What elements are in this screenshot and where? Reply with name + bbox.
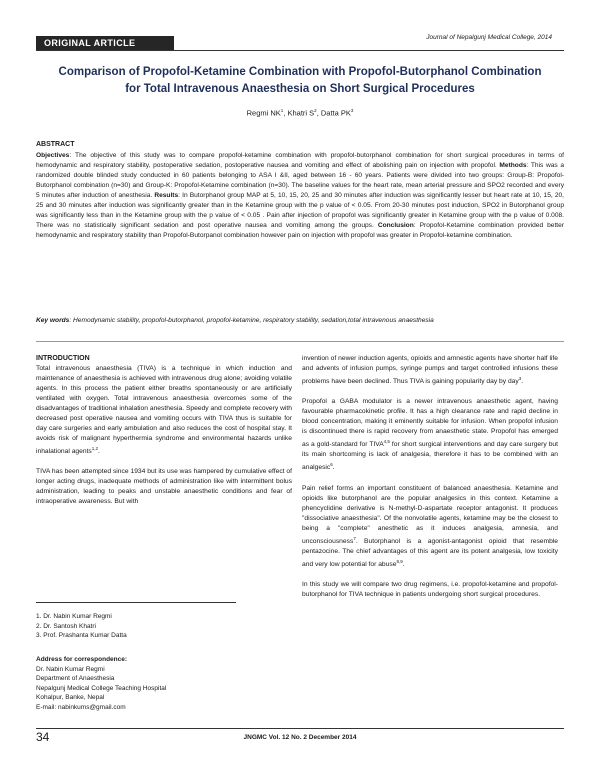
paragraph: In this study we will compare two drug regimens, i.e. propofol-ketamine and propofol-butorphanol for TIVA technique in patients undergoing short surgical procedures.: [302, 581, 558, 599]
address-line: Kohalpur, Banke, Nepal: [36, 694, 105, 701]
article-title: [40, 64, 560, 98]
footer-text: JNGMC Vol. 12 No. 2 December 2014: [243, 734, 357, 741]
header-rule: [36, 50, 564, 51]
right-column: [302, 354, 558, 610]
article-type-badge: ORIGINAL ARTICLE: [36, 36, 174, 50]
keywords-text: : Hemodynamic stability, propofol-butorphanol, propofol-ketamine, respiratory stability, sedation,total intravenous anaesthesia: [69, 317, 434, 324]
address-line: Nepalgunj Medical College Teaching Hospital: [36, 684, 167, 692]
citation: 7: [353, 535, 356, 541]
abstract-label: Objectives: [36, 152, 70, 159]
author: Regmi NK: [246, 108, 281, 118]
paragraph: Pain relief forms an important constituent of balanced anaesthesia. Ketamine and opioids like butorphanol are the popular analgesics in this context. Ketamine a phencyclidine derivative is N-methyl-D-aspartate receptor antagonist. It produces "dissociative anaesthesia". Of the nonvolatile agents, ketamine may be the closest to being a "complete" anesthetic as it induces analgesia, amnesia, and unconsciousness$^7$. Butorphanol is a agonist-antagonist opioid that resemble pentazocine. The chief advantages of this agent are its potent analgesia, low toxicity and very low potential for abuse$^{8,9}$.: [302, 484, 558, 569]
footnote: 3. Prof. Prashanta Kumar Datta: [36, 632, 127, 639]
abstract-heading: ABSTRACT: [36, 141, 75, 148]
left-column: [36, 354, 292, 517]
address-line: Dr. Nabin Kumar Regmi: [36, 665, 105, 673]
address-line: Department of Anaesthesia: [36, 675, 115, 682]
footnote-rule: [36, 602, 236, 603]
author-affiliation: 1: [280, 108, 284, 113]
title-line-1: Comparison of Propofol-Ketamine Combination with Propofol-Butorphanol Combination: [58, 66, 542, 78]
footnote: 2. Dr. Santosh Khatri: [36, 622, 96, 630]
address-line: E-mail: nabinkums@gmail.com: [36, 703, 126, 711]
keywords-label: Key words: [36, 317, 70, 324]
citation: 6: [330, 462, 333, 468]
keywords: [36, 316, 564, 326]
abstract-label: Results: [154, 192, 179, 199]
abstract: [36, 140, 564, 241]
keywords-rule: [36, 341, 564, 342]
journal-name: Journal of Nepalgunj Medical College, 2014: [426, 34, 552, 41]
section-heading: INTRODUCTION: [36, 355, 90, 362]
citation: 3: [518, 376, 522, 381]
citation: 8,9: [396, 558, 403, 564]
title-line-2: for Total Intravenous Anaesthesia on Short Surgical Procedures: [125, 83, 475, 95]
paragraph: TIVA has been attempted since 1934 but its use was hampered by cumulative effect of longer acting drugs, inadequate methods of administration like with intermittent bolus administration, leading to peaks and unstable anaesthetic conditions and fear of intraoperative awareness. But with: [36, 468, 292, 506]
author-affiliation: 2: [314, 108, 317, 113]
paragraph: invention of newer induction agents, opioids and amnestic agents have shorter half life and advents of infusion pumps, syringe pumps and target controlled infusions these problems have been declined. Thus TIVA is gaining popularity day by day$^3$.: [302, 355, 558, 386]
citation: 1,2: [91, 446, 99, 451]
abstract-label: Methods: [499, 162, 527, 169]
paragraph: Total intravenous anaesthesia (TIVA) is a technique in which induction and maintenance of anaesthesia is achieved with intravenous drug alone; avoiding volatile agents. In this process the patient either breaths spontaneously or are artificially ventilated with oxygen. Total intravenous anaesthesia overcomes some of the disadvantages of traditional inhalation anesthesia. Speedy and complete recovery with decreased post operative nausea and vomiting occurs with TIVA thus is suitable for day care surgeries and early ambulation and also reduces the cost of hospital stay. It avoids risk of malignant hyperthermia syndrome and environmental hazards unlike inhalational agents$^{1,2}$.: [36, 365, 292, 456]
abstract-body: Objectives: The objective of this study was to compare propofol-ketamine combination with propofol-butorphanol combination for short surgical procedures in terms of hemodynamic and respiratory stability, postoperative sedation, postoperative nausea and vomiting and effect of abolishing pain on injection with propofol. Methods: This was a randomized double blinded study conducted in 60 patients belonging to ASA I &II, aged between 16 - 60 years. Patients were divided into two groups: Group-B: Propofol-Butorphanol combination (n=30) and Group-K: Propofol-Ketamine combination (n=30). The baseline values for the heart rate, mean arterial pressure and SPO2 recorded and every 5 minutes after induction of anesthesia. Results: In Butorphanol group MAP at 5, 10, 15, 20, 25 and 30 minutes after induction was significantly lesser but heart rate at 10, 15, 20, 25 and 30 minutes after induction was significantly greater than in the Ketamine group with the p value of < 0.05. From 20-30 minutes post induction, SPO2 in Butorphanol group was significantly less than in the Ketamine group with the p value of < 0.05 . Pain after injection of propofol was significantly greater in Ketamine group with the p value of 0.008. There was no statistically significant sedation and post operative nausea and vomiting among the groups. Conclusion: Propofol-Ketamine combination provided better hemodynamic and respiratory stability than Propofol-Butorpanol combination however pain on injection with propofol was greater in Propofol-ketamine combination.: [36, 152, 564, 239]
footnote: 1. Dr. Nabin Kumar Regmi: [36, 613, 112, 620]
citation: 4,5: [383, 439, 390, 445]
author: Khatri S: [287, 108, 315, 118]
page-number: 34: [36, 730, 50, 744]
footer-rule: [36, 728, 564, 729]
paragraph: Propofol a GABA modulator is a newer intravenous anaesthetic agent, having favourable pharmacokinetic profile. It has a high clearance rate and rapid decline in blood concentration, making it eminently suitable for infusion. When propofol infusion is discontinued there is rapid recovery from anaesthetic state. Propofol has emerged as a gold-standard for TIVA$^{4,5}$ for short surgical interventions and day care surgery but its main shortcoming is lack of analgesia, therefore it has to be combined with an analgesic$^6$.: [302, 398, 558, 472]
author-affiliation: 3: [350, 108, 354, 113]
correspondence-address: [36, 655, 166, 712]
author: Datta PK: [320, 108, 351, 118]
abstract-label: Conclusion: [377, 222, 414, 229]
address-heading: Address for correspondence:: [36, 656, 128, 663]
footnotes: [36, 612, 127, 641]
author-list: Regmi $NK^1$, Khatri $S^2$, Datta $PK^3$: [246, 108, 354, 118]
